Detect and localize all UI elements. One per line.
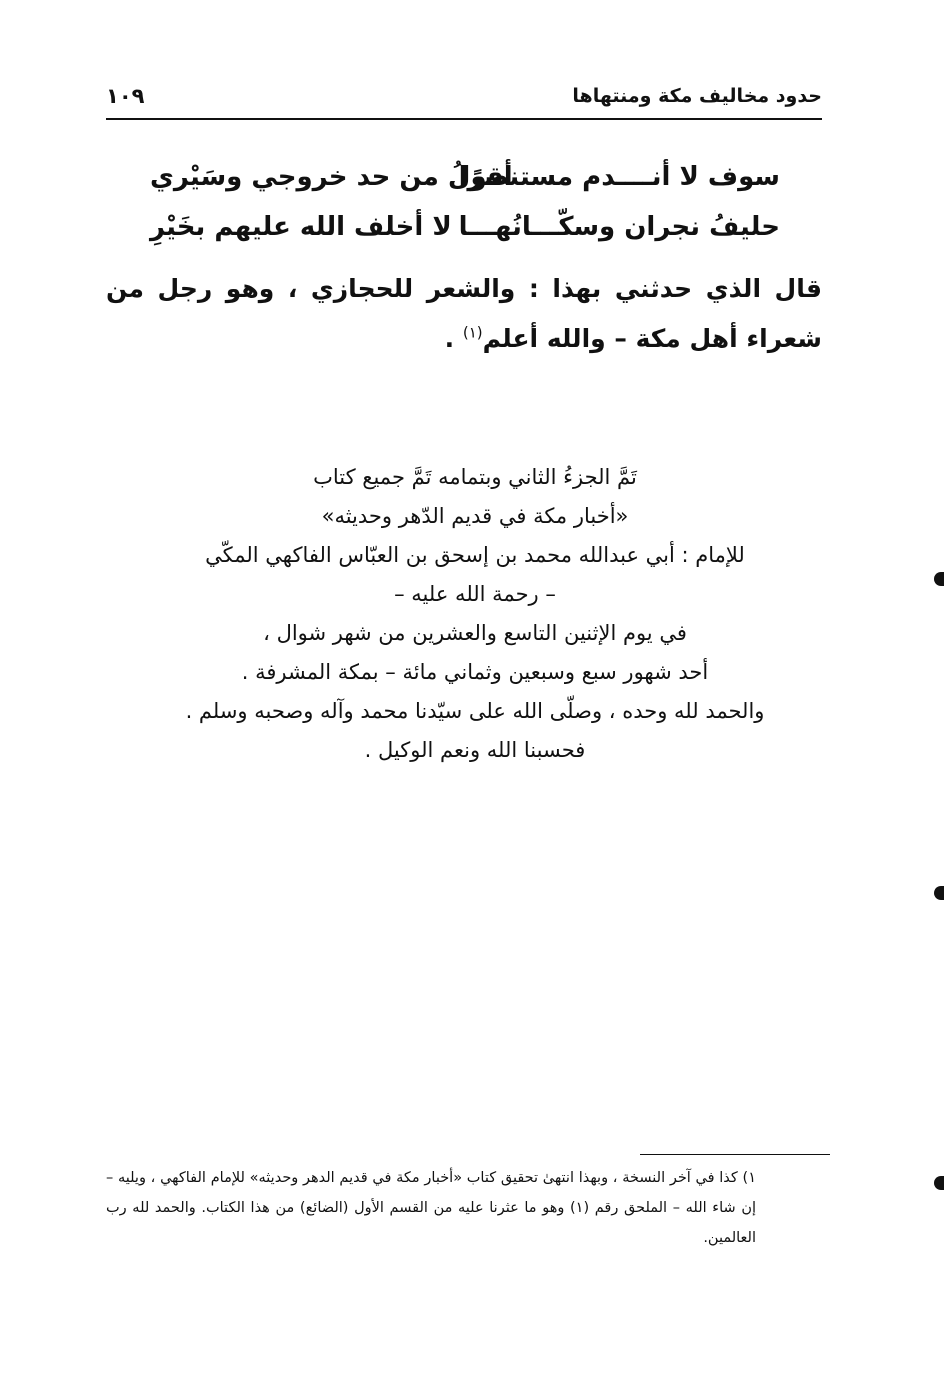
colophon-line: – رحمة الله عليه – bbox=[394, 582, 556, 606]
verse-1 bbox=[150, 152, 780, 202]
running-head: حدود مخاليف مكة ومنتهاها bbox=[572, 85, 822, 107]
footnote-reference[interactable]: (١) bbox=[462, 323, 483, 342]
verse-1-first-hemistich: سوف لا أنــــدم مستنصرًا bbox=[458, 162, 780, 192]
scan-edge-mark bbox=[934, 572, 944, 586]
colophon-line: أحد شهور سبع وسبعين وثماني مائة – بمكة المشرفة . bbox=[241, 660, 709, 684]
verse-2-second-hemistich: لا أخلف الله عليهم بخَيْرِ bbox=[150, 212, 452, 242]
scan-edge-mark bbox=[934, 1176, 944, 1190]
header-rule bbox=[106, 118, 822, 120]
footnote-rule bbox=[640, 1154, 830, 1155]
colophon-line: تَمَّ الجزءُ الثاني وبتمامه تَمَّ جميع كتاب bbox=[313, 465, 637, 489]
page-header bbox=[106, 78, 822, 114]
prose-paragraph bbox=[106, 264, 822, 364]
verse-2 bbox=[150, 202, 780, 252]
prose-end: . bbox=[444, 324, 463, 353]
scan-edge-mark bbox=[934, 886, 944, 900]
colophon-line: في يوم الإثنين التاسع والعشرين من شهر شوال ، bbox=[263, 621, 687, 645]
colophon bbox=[150, 458, 800, 770]
footnote: ١) كذا في آخر النسخة ، وبهذا انتهىٰ تحقيق كتاب «أخبار مكة في قديم الدهر وحديثه» للإمام الفاكهي ، ويليه – إن شاء الله – الملحق رقم (١) وهو ما عثرنا عليه من القسم الأول (الضائع) من هذا الكتاب. والحمد لله رب العالمين. bbox=[106, 1170, 757, 1246]
colophon-line: للإمام : أبي عبدالله محمد بن إسحق بن العبّاس الفاكهي المكّي bbox=[205, 543, 745, 567]
colophon-line: والحمد لله وحده ، وصلّى الله على سيّدنا محمد وآله وصحبه وسلم . bbox=[185, 699, 765, 723]
colophon-line: «أخبار مكة في قديم الدّهر وحديثه» bbox=[321, 504, 629, 528]
prose-text: قال الذي حدثني بهذا : والشعر للحجازي ، وهو رجل من شعراء أهل مكة – والله أعلم bbox=[106, 274, 822, 353]
poem bbox=[150, 152, 780, 252]
verse-1-second-hemistich: أقولُ من حد خروجي وسَيْري bbox=[150, 162, 513, 192]
verse-2-first-hemistich: حليفُ نجران وسكّـــانُهـــا bbox=[458, 212, 780, 242]
page-number: ١٠٩ bbox=[106, 84, 145, 108]
colophon-line: فحسبنا الله ونعم الوكيل . bbox=[364, 738, 586, 762]
